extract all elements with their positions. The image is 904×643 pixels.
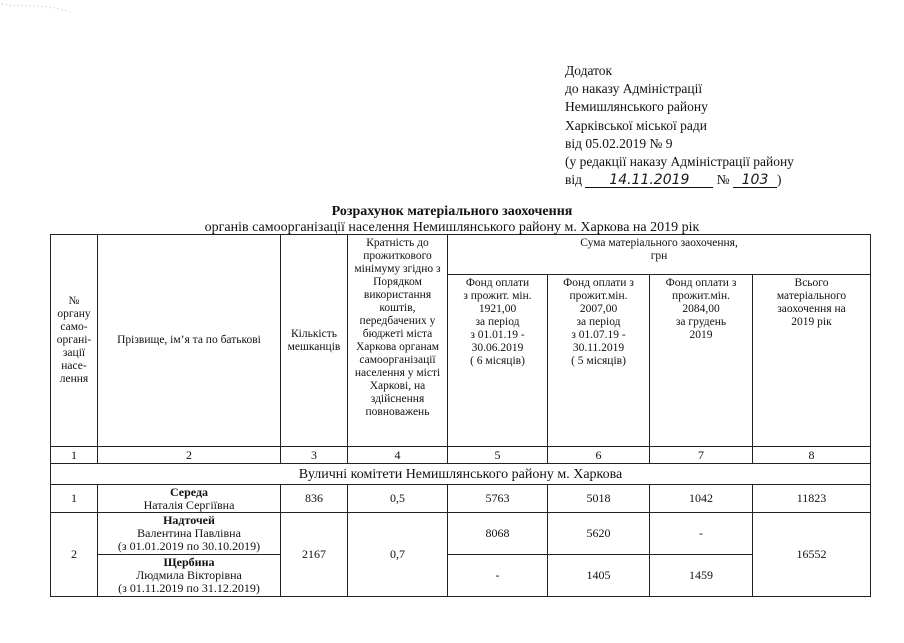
header-text: органу (57, 308, 91, 320)
residents-count: 836 (281, 485, 348, 513)
handwritten-date: 14.11.2019 (609, 172, 690, 189)
person-name: Наталія Сергіївна (143, 497, 235, 512)
header-text: 30.06.2019 (471, 342, 524, 354)
person-cell (98, 513, 281, 555)
header-amendment-line (565, 171, 794, 189)
section-title: Вуличні комітети Немишлянського району м. Харкова (51, 464, 871, 485)
person-period: (з 01.01.2019 по 30.10.2019) (117, 539, 261, 553)
column-number: 5 (448, 447, 548, 464)
fund-h1-value: 5763 (448, 485, 548, 513)
header-text: повноважень (365, 406, 430, 418)
header-text: № (68, 295, 80, 307)
header-text: з прожит. мін. (463, 290, 532, 302)
handwritten-number-field (733, 173, 777, 188)
header-text: 1921,00 (478, 303, 517, 315)
col-header-fund-h1 (448, 275, 548, 447)
fund-december-value: - (650, 513, 753, 555)
header-text: Харкові, на (369, 380, 426, 392)
person-name: Валентина Павлівна (137, 526, 241, 540)
document-title: Розрахунок матеріального заохочення (331, 204, 573, 219)
row-number: 2 (51, 513, 98, 597)
header-line: Додаток (565, 63, 613, 78)
header-text: Всього (794, 277, 829, 289)
person-cell (98, 485, 281, 513)
header-text: прожит.мін. (569, 290, 628, 302)
header-text: ( 5 місяців) (571, 355, 626, 367)
ratio-value: 0,5 (348, 485, 448, 513)
header-text: Фонд оплати (465, 277, 530, 289)
header-text: мінімуму згідно з (354, 263, 441, 275)
header-line: Немишлянського району (565, 99, 708, 115)
handwritten-date-field (585, 173, 713, 188)
column-number: 2 (98, 447, 281, 464)
total-value: 16552 (753, 513, 871, 597)
column-number: 8 (753, 447, 871, 464)
header-text: з 01.07.19 - (571, 329, 626, 341)
header-text: матеріального (776, 290, 847, 302)
fund-december-value: 1042 (650, 485, 753, 513)
header-line: до наказу Адміністрації (565, 81, 703, 97)
col-header-residents (281, 235, 348, 447)
person-surname: Надточей (163, 513, 215, 527)
header-line: Харківської міської ради (565, 117, 708, 133)
header-text: 30.11.2019 (572, 342, 625, 354)
col-header-fund-december (650, 275, 753, 447)
header-text: насе- (61, 360, 87, 372)
fund-h1-value: - (448, 555, 548, 597)
header-text: мешканців (287, 340, 341, 353)
scan-noise-mark (0, 0, 90, 30)
header-text: бюджеті міста (362, 328, 433, 340)
fund-h2-value: 5018 (548, 485, 650, 513)
header-from-label: від (565, 172, 582, 188)
fund-december-value: 1459 (650, 555, 753, 597)
header-text: коштів, (379, 302, 416, 314)
header-text: лення (59, 373, 89, 385)
header-text: за період (475, 316, 520, 328)
header-text: Кратність до (366, 237, 429, 249)
header-text: використання (363, 289, 432, 301)
header-text: з 01.01.19 - (470, 329, 525, 341)
header-text: зації (62, 347, 86, 359)
column-number: 3 (281, 447, 348, 464)
appendix-header (565, 62, 794, 189)
table-row (51, 485, 871, 513)
person-surname: Щербина (163, 555, 215, 569)
col-header-full-name: Прізвище, ім’я та по батькові (98, 235, 281, 447)
fund-h1-value: 8068 (448, 513, 548, 555)
col-header-total (753, 275, 871, 447)
fund-h2-value: 1405 (548, 555, 650, 597)
header-text: Порядком (373, 276, 422, 288)
person-period: (з 01.11.2019 по 31.12.2019) (118, 581, 260, 595)
header-text: прожит.мін. (671, 290, 730, 302)
header-text: населення у місті (354, 367, 441, 379)
column-number: 4 (348, 447, 448, 464)
column-number: 6 (548, 447, 650, 464)
header-text: само- (60, 321, 88, 333)
column-number: 1 (51, 447, 98, 464)
person-name: Людмила Вікторівна (136, 568, 242, 582)
header-text: передбачених у (359, 315, 436, 327)
header-text: органі- (56, 334, 92, 346)
header-text: Сума матеріального заохочення, (580, 237, 738, 249)
header-text: Кількість (290, 327, 337, 340)
column-number: 7 (650, 447, 753, 464)
residents-count: 2167 (281, 513, 348, 597)
ratio-value: 0,7 (348, 513, 448, 597)
header-text: 2019 (689, 329, 713, 341)
person-surname: Середа (169, 484, 209, 499)
number-sign: № (716, 172, 730, 188)
row-number: 1 (51, 485, 98, 513)
person-cell (98, 555, 281, 597)
total-value: 11823 (753, 485, 871, 513)
header-text: самоорганізації (359, 354, 436, 366)
col-header-org-number (51, 235, 98, 447)
header-line: від 05.02.2019 № 9 (565, 135, 673, 151)
header-text: Фонд оплати з (563, 277, 634, 289)
col-header-reward-sum (448, 235, 871, 275)
header-text: ( 6 місяців) (470, 355, 525, 367)
section-row (51, 464, 871, 485)
header-row (51, 235, 871, 275)
header-text: 2007,00 (579, 303, 618, 315)
header-line: (у редакції наказу Адміністрації району (565, 154, 794, 170)
fund-h2-value: 5620 (548, 513, 650, 555)
header-text: за грудень (675, 316, 727, 328)
header-text: Фонд оплати з (665, 277, 737, 289)
closing-paren: ) (777, 172, 782, 188)
col-header-fund-h2 (548, 275, 650, 447)
column-number-row (51, 447, 871, 464)
header-text: грн (650, 250, 668, 262)
header-text: за період (576, 316, 621, 328)
header-text: здійснення (370, 393, 425, 405)
reward-table (50, 234, 871, 597)
header-text: заохочення на (777, 303, 846, 315)
table-row (51, 513, 871, 555)
header-text: прожиткового (363, 250, 432, 262)
table-row (51, 555, 871, 597)
header-text: Харкова органам (355, 341, 440, 353)
col-header-ratio (348, 235, 448, 447)
document-subtitle: органів самоорганізації населення Немишлянського району м. Харкова на 2019 рік (204, 220, 700, 235)
header-text: 2084,00 (682, 303, 720, 315)
header-text: 2019 рік (791, 316, 832, 328)
handwritten-number: 103 (741, 172, 769, 189)
